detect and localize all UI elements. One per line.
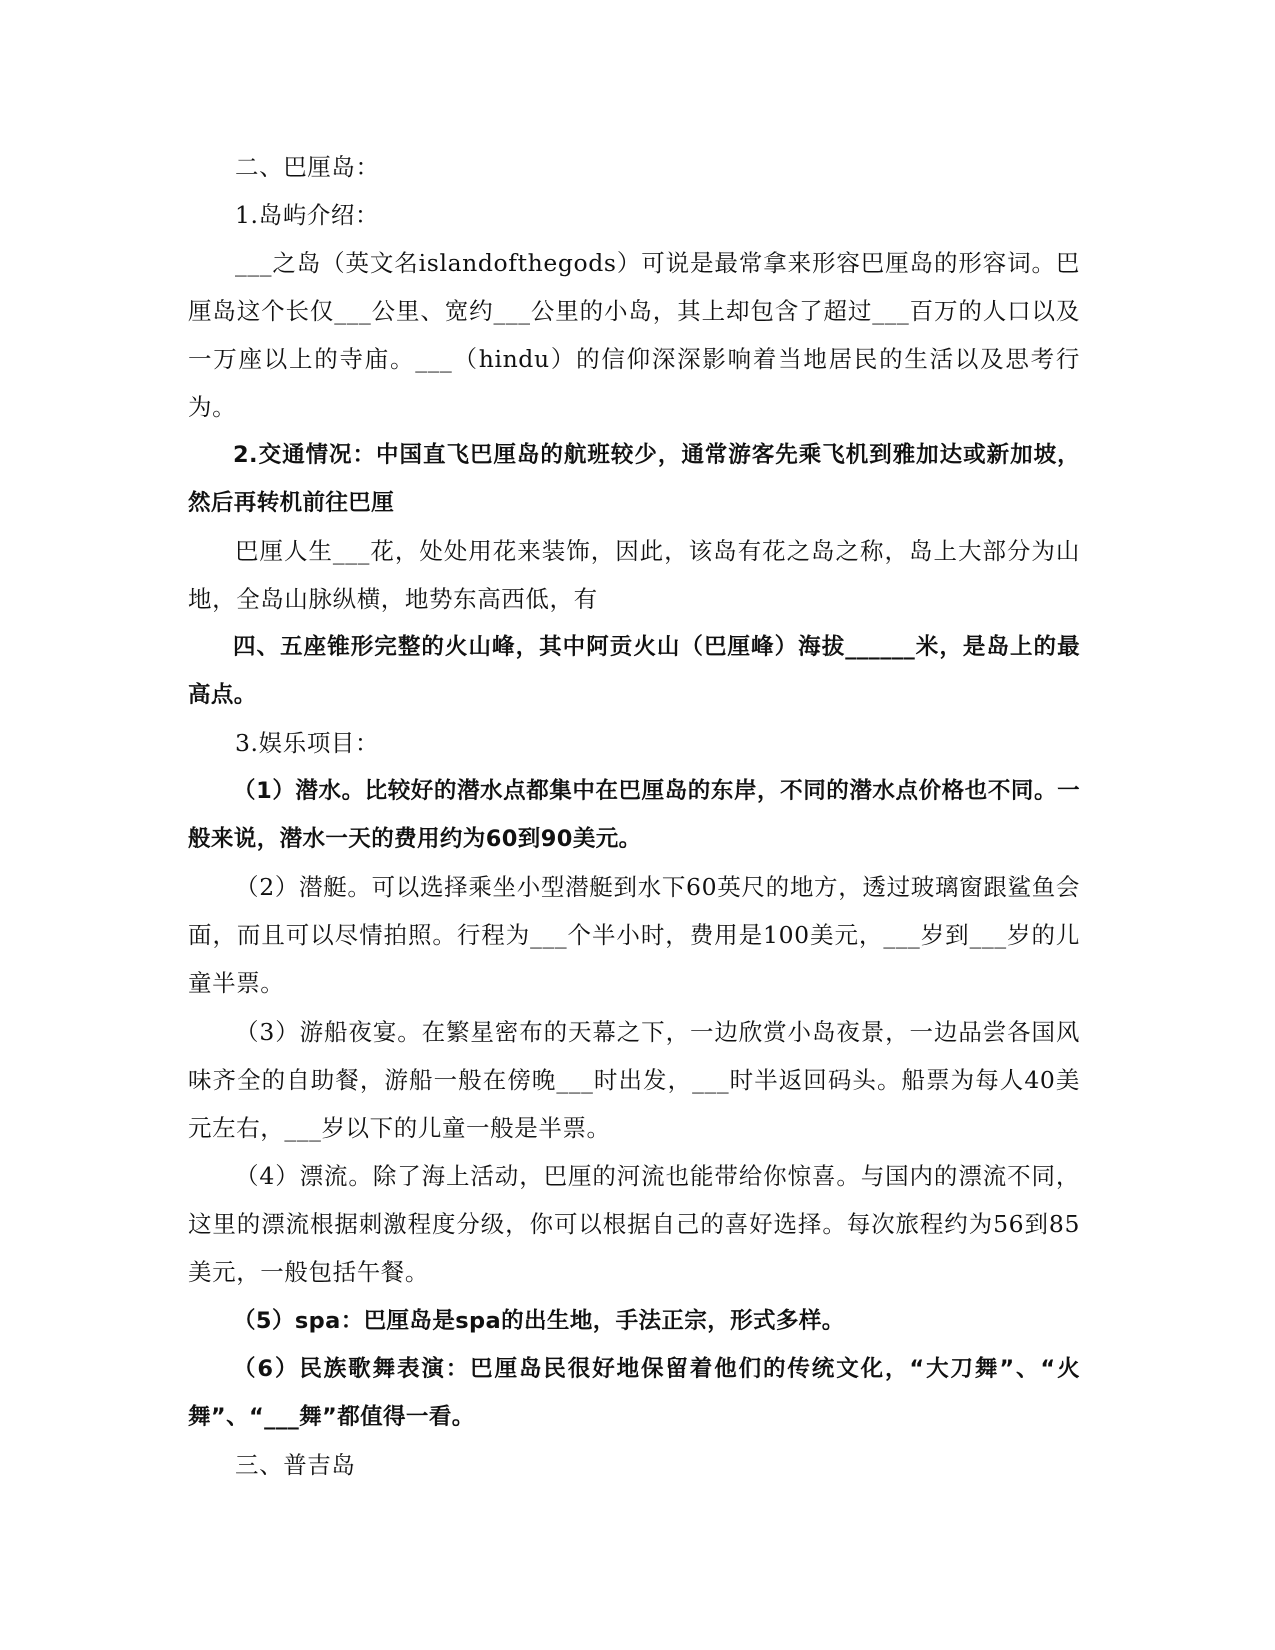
section-heading-bali: 二、巴厘岛： (235, 153, 380, 181)
subheading-island-intro: 1.岛屿介绍： (235, 201, 380, 229)
paragraph-volcanoes: 四、五座锥形完整的火山峰，其中阿贡火山（巴厘峰）海拔______米，是岛上的最高点。 (188, 634, 1080, 708)
paragraph-transport: 2.交通情况：中国直飞巴厘岛的航班较少，通常游客先乘飞机到雅加达或新加坡，然后再转机前往巴厘 (188, 442, 1080, 516)
paragraph-submarine: （2）潜艇。可以选择乘坐小型潜艇到水下60英尺的地方，透过玻璃窗跟鲨鱼会面，而且可以尽情拍照。行程为___个半小时，费用是100美元，___岁到___岁的儿童半票。 (188, 873, 1080, 997)
paragraph-island-intro: ___之岛（英文名islandofthegods）可说是最常拿来形容巴厘岛的形容词。巴厘岛这个长仅___公里、宽约___公里的小岛，其上却包含了超过___百万的人口以及一万座以上的寺庙。___（hindu）的信仰深深影响着当地居民的生活以及思考行为。 (188, 249, 1080, 421)
paragraph-diving: （1）潜水。比较好的潜水点都集中在巴厘岛的东岸，不同的潜水点价格也不同。一般来说，潜水一天的费用约为60到90美元。 (188, 778, 1080, 852)
subheading-entertainment: 3.娱乐项目： (235, 729, 380, 757)
paragraph-spa: （5）spa：巴厘岛是spa的出生地，手法正宗，形式多样。 (233, 1308, 845, 1334)
paragraph-folk-dance: （6）民族歌舞表演：巴厘岛民很好地保留着他们的传统文化，“大刀舞”、“火舞”、“___舞”都值得一看。 (188, 1356, 1080, 1430)
paragraph-rafting: （4）漂流。除了海上活动，巴厘的河流也能带给你惊喜。与国内的漂流不同，这里的漂流根据刺激程度分级，你可以根据自己的喜好选择。每次旅程约为56到85美元，一般包括午餐。 (188, 1162, 1080, 1286)
section-heading-phuket: 三、普吉岛 (235, 1451, 356, 1479)
paragraph-dinner-cruise: （3）游船夜宴。在繁星密布的天幕之下，一边欣赏小岛夜景，一边品尝各国风味齐全的自助餐，游船一般在傍晚___时出发，___时半返回码头。船票为每人40美元左右，___岁以下的儿童一般是半票。 (188, 1018, 1080, 1142)
paragraph-flowers-terrain: 巴厘人生___花，处处用花来装饰，因此，该岛有花之岛之称，岛上大部分为山地，全岛山脉纵横，地势东高西低，有 (188, 537, 1080, 613)
